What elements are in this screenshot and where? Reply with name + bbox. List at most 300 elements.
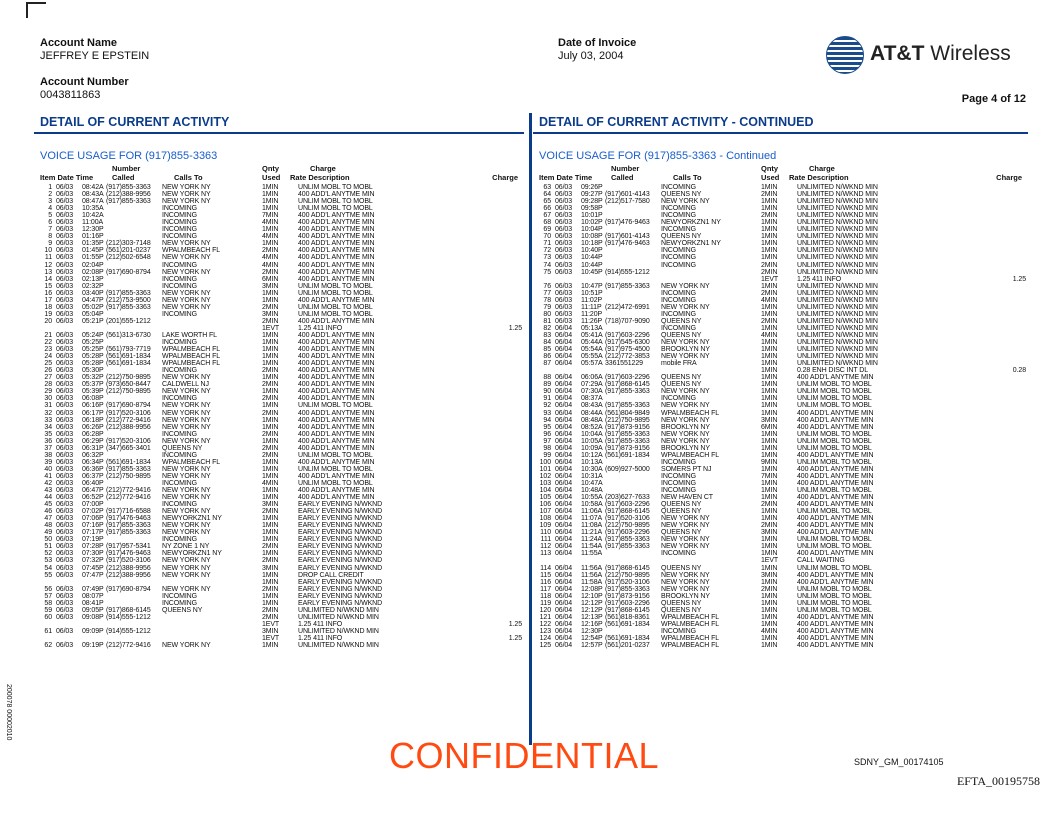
table-row <box>34 304 524 311</box>
item-number: 92 <box>543 402 551 410</box>
call-date: 06/04 <box>555 395 573 403</box>
item-number: 10 <box>44 247 52 255</box>
table-row <box>533 184 1028 191</box>
calls-to: NEW YORK NY <box>661 543 710 551</box>
call-date: 06/03 <box>56 289 74 297</box>
call-date: 06/03 <box>56 564 74 572</box>
rate-description: UNLIM MOBL TO MOBL <box>797 487 872 495</box>
rate-description: 400 ADD'L ANYTME MIN <box>298 487 375 495</box>
call-time: 11:02P <box>581 296 603 304</box>
calls-to: INCOMING <box>162 282 197 290</box>
call-date: 06/03 <box>56 444 74 452</box>
called-number: (917)601-4143 <box>605 233 650 241</box>
table-row <box>34 529 524 536</box>
called-number: (561)818-8361 <box>605 613 650 621</box>
used: 1MIN <box>761 409 778 417</box>
calls-to: QUEENS NY <box>661 508 702 516</box>
called-number: (917)603-2296 <box>605 599 650 607</box>
table-row <box>34 240 524 247</box>
call-date: 06/03 <box>56 205 74 213</box>
call-time: 11:11P <box>581 303 602 311</box>
call-time: 09:19P <box>82 642 104 650</box>
call-date: 06/04 <box>555 529 573 537</box>
rate-description: 400 ADD'L ANYTME MIN <box>298 247 375 255</box>
table-row <box>34 522 524 529</box>
table-row <box>34 283 524 290</box>
calls-to: NEW YORK NY <box>162 508 211 516</box>
call-time: 11:58A <box>581 578 603 586</box>
call-time: 06:26P <box>82 423 104 431</box>
rate-description: 400 ADD'L ANYTME MIN <box>298 191 375 199</box>
table-row <box>34 417 524 424</box>
item-number: 42 <box>44 479 52 487</box>
call-time: 06:29P <box>82 437 104 445</box>
used: 1MIN <box>761 543 778 551</box>
account-number-block <box>40 76 129 102</box>
calls-to: WPALMBEACH FL <box>162 346 221 354</box>
table-row <box>34 536 524 543</box>
called-number: (917)690-8794 <box>106 585 151 593</box>
rate-description: 400 ADD'L ANYTME MIN <box>298 458 375 466</box>
calls-to: WPALMBEACH FL <box>661 620 720 628</box>
rate-description: UNLIM MOBL TO MOBL <box>797 444 872 452</box>
called-number: (917)476-9463 <box>106 515 151 523</box>
call-time: 01:16P <box>82 233 104 241</box>
call-time: 10:35A <box>82 205 104 213</box>
rate-description: UNLIM MOBL TO MOBL <box>797 395 872 403</box>
item-number: 101 <box>539 465 551 473</box>
call-date: 06/03 <box>555 268 573 276</box>
used: 1MIN <box>262 289 279 297</box>
rate-description: 400 ADD'L ANYTME MIN <box>797 571 874 579</box>
call-date: 06/04 <box>555 381 573 389</box>
calls-to: NEW YORK NY <box>162 409 211 417</box>
call-date: 06/03 <box>56 487 74 495</box>
call-time: 01:55P <box>82 254 104 262</box>
called-number: (917)855-3363 <box>106 303 151 311</box>
call-time: 11:54A <box>581 543 603 551</box>
item-number: 102 <box>539 472 551 480</box>
rate-description: 1.25 411 INFO <box>298 324 343 332</box>
rate-description: EARLY EVENING N/WKND <box>298 557 383 565</box>
table-row <box>533 254 1028 261</box>
used: 4MIN <box>262 254 279 262</box>
table-row <box>34 297 524 304</box>
table-row <box>533 395 1028 402</box>
table-row <box>34 494 524 501</box>
call-date: 06/03 <box>555 240 573 248</box>
rate-description: 400 ADD'L ANYTME MIN <box>298 395 375 403</box>
account-name-label: Account Name <box>40 37 118 49</box>
table-row <box>533 614 1028 621</box>
rate-description: UNLIMITED N/WKND MIN <box>797 268 878 276</box>
used: 1MIN <box>262 465 279 473</box>
table-row <box>34 600 524 607</box>
item-number: 47 <box>44 515 52 523</box>
calls-to: NEW HAVEN CT <box>661 494 713 502</box>
item-number: 19 <box>44 310 52 318</box>
used: 2MIN <box>262 444 279 452</box>
calls-to: BROOKLYN NY <box>661 444 710 452</box>
calls-to: QUEENS NY <box>661 381 702 389</box>
col-charge-top: Charge <box>809 164 835 173</box>
call-date: 06/04 <box>555 430 573 438</box>
call-time: 08:43A <box>581 402 603 410</box>
table-row <box>34 311 524 318</box>
item-number: 51 <box>44 543 52 551</box>
rate-description: EARLY EVENING N/WKND <box>298 578 383 586</box>
rate-description: UNLIM MOBL TO MOBL <box>797 564 872 572</box>
table-row <box>34 501 524 508</box>
table-row <box>533 557 1028 564</box>
calls-to: NY ZONE 1 NY <box>162 543 210 551</box>
called-number: (212)772-9416 <box>106 494 151 502</box>
used: 1MIN <box>761 494 778 502</box>
used: 1MIN <box>761 381 778 389</box>
table-row <box>34 445 524 452</box>
item-number: 45 <box>44 501 52 509</box>
table-row <box>533 325 1028 332</box>
calls-to: NEW YORK NY <box>162 585 211 593</box>
call-date: 06/04 <box>555 346 573 354</box>
rate-description: UNLIM MOBL TO MOBL <box>298 303 373 311</box>
called-number: (917)603-2296 <box>605 331 650 339</box>
call-time: 07:30A <box>581 388 603 396</box>
called-number: (212)388-9956 <box>106 191 151 199</box>
call-date: 06/04 <box>555 635 573 642</box>
call-date: 06/03 <box>56 275 74 283</box>
call-time: 05:32P <box>82 374 104 382</box>
rate-description: UNLIM MOBL TO MOBL <box>298 282 373 290</box>
call-time: 08:41P <box>82 599 104 607</box>
call-date: 06/03 <box>56 254 74 262</box>
called-number: (973)650-8447 <box>106 381 151 389</box>
call-date: 06/04 <box>555 508 573 516</box>
call-date: 06/04 <box>555 564 573 572</box>
call-time: 09:05P <box>82 606 104 614</box>
used: 1MIN <box>761 508 778 516</box>
rate-description: 400 ADD'L ANYTME MIN <box>298 226 375 234</box>
call-date: 06/04 <box>555 550 573 558</box>
charge: 1.25 <box>508 620 522 628</box>
call-date: 06/03 <box>56 282 74 290</box>
table-row <box>34 565 524 572</box>
used: 2MIN <box>761 268 778 276</box>
call-time: 06:08P <box>82 395 104 403</box>
att-wireless-logo <box>826 36 1026 76</box>
calls-to: NEW YORK NY <box>162 529 211 537</box>
calls-to: NEW YORK NY <box>162 494 211 502</box>
called-number: (917)520-3106 <box>605 515 650 523</box>
rate-description: UNLIMITED N/WKND MIN <box>797 360 878 368</box>
called-number: (917)855-3363 <box>605 536 650 544</box>
account-name-block <box>40 37 149 63</box>
col-calls-to: Calls To <box>673 173 702 182</box>
rate-description: 400 ADD'L ANYTME MIN <box>298 275 375 283</box>
called-number: (917)855-3363 <box>106 529 151 537</box>
call-date: 06/04 <box>555 627 573 635</box>
calls-to: NEW YORK NY <box>162 198 211 206</box>
usage-table <box>34 164 524 649</box>
col-item-date-time: Item Date Time <box>40 173 94 182</box>
calls-to: NEW YORK NY <box>162 240 211 248</box>
called-number: (914)555-1212 <box>106 613 151 621</box>
used: 1MIN <box>761 198 778 206</box>
call-date: 06/03 <box>555 261 573 269</box>
used: 2MIN <box>262 247 279 255</box>
item-number: 104 <box>539 487 551 495</box>
col-charge-top: Charge <box>310 164 336 173</box>
used: 2MIN <box>262 317 279 325</box>
call-date: 06/03 <box>56 423 74 431</box>
used: 1MIN <box>262 388 279 396</box>
rate-description: EARLY EVENING N/WKND <box>298 529 383 537</box>
item-number: 80 <box>543 310 551 318</box>
rate-description: DROP CALL CREDIT <box>298 571 364 579</box>
used: 1MIN <box>761 219 778 227</box>
account-number: 0043811863 <box>40 89 101 101</box>
used: 1MIN <box>262 296 279 304</box>
table-row <box>533 240 1028 247</box>
table-row <box>533 191 1028 198</box>
call-date: 06/04 <box>555 642 573 650</box>
call-time: 06:40P <box>82 479 104 487</box>
rate-description: UNLIMITED N/WKND MIN <box>797 226 878 234</box>
item-number: 53 <box>44 557 52 565</box>
rate-description: CALL WAITING <box>797 557 845 565</box>
used: 1MIN <box>761 599 778 607</box>
item-number: 88 <box>543 374 551 382</box>
rate-description: 400 ADD'L ANYTME MIN <box>797 613 874 621</box>
item-number: 28 <box>44 381 52 389</box>
table-row <box>533 621 1028 628</box>
rate-description: 400 ADD'L ANYTME MIN <box>797 416 874 424</box>
used: 1MIN <box>761 620 778 628</box>
used: 1MIN <box>761 592 778 600</box>
item-number: 72 <box>543 247 551 255</box>
table-row <box>533 487 1028 494</box>
called-number: (917)855-3363 <box>605 585 650 593</box>
call-date: 06/03 <box>56 543 74 551</box>
call-time: 07:45P <box>82 564 104 572</box>
rate-description: 1.25 411 INFO <box>298 635 343 642</box>
rate-description: EARLY EVENING N/WKND <box>298 508 383 516</box>
calls-to: INCOMING <box>661 289 696 297</box>
table-row <box>533 219 1028 226</box>
item-number: 32 <box>44 409 52 417</box>
used: 3MIN <box>262 627 279 635</box>
used: 1MIN <box>262 423 279 431</box>
rate-description: 400 ADD'L ANYTME MIN <box>298 430 375 438</box>
table-row <box>34 635 524 642</box>
used: 1MIN <box>262 522 279 530</box>
call-time: 12:13P <box>581 613 603 621</box>
used: 1MIN <box>262 494 279 502</box>
call-time: 10:30A <box>581 465 603 473</box>
call-date: 06/04 <box>555 458 573 466</box>
calls-to: BROOKLYN NY <box>661 346 710 354</box>
invoice-date-label: Date of Invoice <box>558 37 637 49</box>
call-date: 06/04 <box>555 479 573 487</box>
table-row <box>34 431 524 438</box>
rate-description: UNLIM MOBL TO MOBL <box>797 402 872 410</box>
call-time: 11:08A <box>581 522 603 530</box>
call-time: 05:28P <box>82 360 104 368</box>
used: 1EVT <box>761 275 779 283</box>
call-date: 06/03 <box>56 268 74 276</box>
table-row <box>533 607 1028 614</box>
item-number: 107 <box>539 508 551 516</box>
call-date: 06/03 <box>555 198 573 206</box>
called-number: (917)855-3363 <box>605 282 650 290</box>
item-number: 49 <box>44 529 52 537</box>
call-date: 06/03 <box>56 296 74 304</box>
called-number: (917)868-6145 <box>605 508 650 516</box>
table-row <box>533 417 1028 424</box>
called-number: (917)855-3363 <box>106 522 151 530</box>
used: 1MIN <box>761 367 778 375</box>
table-row <box>34 452 524 459</box>
rate-description: UNLIMITED N/WKND MIN <box>797 254 878 262</box>
call-date: 06/03 <box>56 529 74 537</box>
calls-to: INCOMING <box>661 472 696 480</box>
table-row <box>34 508 524 515</box>
call-time: 05:21P <box>82 317 104 325</box>
item-number: 78 <box>543 296 551 304</box>
call-time: 10:47P <box>581 282 603 290</box>
rate-description: UNLIMITED N/WKND MIN <box>797 310 878 318</box>
table-row <box>533 550 1028 557</box>
item-number: 40 <box>44 465 52 473</box>
call-time: 07:17P <box>82 529 104 537</box>
table-row <box>34 487 524 494</box>
calls-to: QUEENS NY <box>661 501 702 509</box>
item-number: 112 <box>540 543 551 551</box>
used: 4MIN <box>262 479 279 487</box>
call-time: 05:04P <box>82 310 104 318</box>
table-row <box>34 325 524 332</box>
call-date: 06/03 <box>555 226 573 234</box>
call-date: 06/03 <box>56 522 74 530</box>
call-date: 06/03 <box>56 367 74 375</box>
call-time: 05:24P <box>82 331 104 339</box>
left-panel <box>34 113 524 740</box>
calls-to: NEW YORK NY <box>661 585 710 593</box>
rate-description: 400 ADD'L ANYTME MIN <box>797 522 874 530</box>
table-row <box>533 332 1028 339</box>
call-time: 05:13A <box>581 324 603 332</box>
call-time: 06:36P <box>82 465 104 473</box>
called-number: (561)201-0237 <box>106 247 151 255</box>
calls-to: NEW YORK NY <box>661 430 710 438</box>
calls-to: INCOMING <box>661 247 696 255</box>
call-time: 10:04P <box>581 226 603 234</box>
used: 2MIN <box>262 268 279 276</box>
rate-description: 400 ADD'L ANYTME MIN <box>298 261 375 269</box>
call-time: 05:55A <box>581 353 603 361</box>
call-time: 07:28P <box>82 543 104 551</box>
calls-to: NEW YORK NY <box>162 437 211 445</box>
invoice-date: July 03, 2004 <box>558 50 624 62</box>
calls-to: NEW YORK NY <box>162 571 211 579</box>
called-number: (917)476-9463 <box>605 240 650 248</box>
rate-description: 400 ADD'L ANYTME MIN <box>298 233 375 241</box>
rate-description: UNLIM MOBL TO MOBL <box>797 543 872 551</box>
used: 1MIN <box>262 205 279 213</box>
rate-description: 400 ADD'L ANYTME MIN <box>298 494 375 502</box>
calls-to: NEW YORK NY <box>661 571 710 579</box>
calls-to: LAKE WORTH FL <box>162 331 217 339</box>
table-row <box>533 579 1028 586</box>
used: 4MIN <box>761 627 778 635</box>
rate-description: 1.25 411 INFO <box>797 275 842 283</box>
table-row <box>34 543 524 550</box>
item-number: 122 <box>539 620 551 628</box>
used: 1MIN <box>761 564 778 572</box>
call-date: 06/03 <box>555 212 573 220</box>
calls-to: INCOMING <box>661 627 696 635</box>
call-date: 06/03 <box>56 451 74 459</box>
call-date: 06/04 <box>555 536 573 544</box>
used: 6MIN <box>262 275 279 283</box>
call-time: 12:57P <box>581 642 603 650</box>
call-time: 10:02P <box>581 219 603 227</box>
item-number: 7 <box>48 226 52 234</box>
rate-description: EARLY EVENING N/WKND <box>298 585 383 593</box>
calls-to: NEW YORK NY <box>162 374 211 382</box>
col-qnty-top: Qnty <box>761 164 779 173</box>
call-time: 10:18P <box>581 240 603 248</box>
used: 4MIN <box>761 296 778 304</box>
call-time: 09:09P <box>82 627 104 635</box>
call-time: 07:30P <box>82 550 104 558</box>
calls-to: NEW YORK NY <box>661 402 710 410</box>
rate-description: 400 ADD'L ANYTME MIN <box>797 515 874 523</box>
rate-description: 400 ADD'L ANYTME MIN <box>298 388 375 396</box>
rate-description: UNLIM MOBL TO MOBL <box>797 458 872 466</box>
call-date: 06/03 <box>56 240 74 248</box>
calls-to: BROOKLYN NY <box>661 423 710 431</box>
call-time: 02:32P <box>82 282 104 290</box>
col-called: Called <box>112 173 135 182</box>
table-row <box>34 466 524 473</box>
call-date: 06/03 <box>56 465 74 473</box>
called-number: (561)691-1834 <box>106 353 151 361</box>
calls-to: WPALMBEACH FL <box>661 613 720 621</box>
rate-description: UNLIM MOBL TO MOBL <box>797 599 872 607</box>
call-time: 08:44A <box>581 409 603 417</box>
calls-to: BROOKLYN NY <box>661 592 710 600</box>
called-number: (917)690-8794 <box>106 268 151 276</box>
item-number: 54 <box>44 564 52 572</box>
rate-description: 400 ADD'L ANYTME MIN <box>298 317 375 325</box>
call-time: 09:27P <box>581 191 603 199</box>
called-number: (917)855-3363 <box>605 430 650 438</box>
called-number: (914)555-1212 <box>605 268 650 276</box>
rate-description: UNLIM MOBL TO MOBL <box>298 310 373 318</box>
call-time: 11:00A <box>82 219 104 227</box>
item-number: 96 <box>543 430 551 438</box>
item-number: 4 <box>48 205 52 213</box>
item-number: 77 <box>543 289 551 297</box>
call-date: 06/03 <box>56 247 74 255</box>
table-row <box>34 402 524 409</box>
item-number: 35 <box>44 430 52 438</box>
rate-description: EARLY EVENING N/WKND <box>298 599 383 607</box>
call-time: 08:47A <box>82 198 104 206</box>
call-time: 05:37P <box>82 381 104 389</box>
calls-to: NEW YORK NY <box>162 268 211 276</box>
